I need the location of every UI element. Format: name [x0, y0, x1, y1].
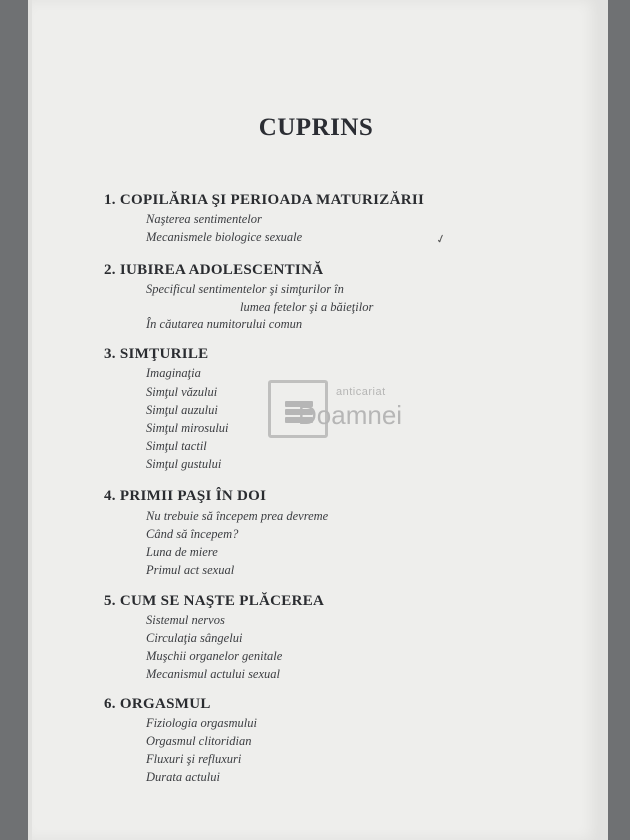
chapter-2-item-1: Specificul sentimentelor şi simţurilor în [146, 282, 344, 296]
chapter-4-item-4: Primul act sexual [146, 563, 235, 577]
chapter-6-item-2: Orgasmul clitoridian [146, 734, 252, 748]
chapter-5-item-4: Mecanismul actului sexual [146, 667, 280, 681]
watermark-logo [268, 380, 478, 450]
chapter-3-item-2: Simţul văzului [146, 385, 218, 399]
chapter-4-item-1: Nu trebuie să începem prea devreme [146, 509, 329, 523]
chapter-5-item-3: Muşchii organelor genitale [146, 649, 283, 663]
chapter-3-heading: 3. SIMŢURILE [104, 346, 209, 362]
chapter-5-item-1: Sistemul nervos [146, 613, 225, 627]
book-page [32, 0, 600, 840]
chapter-1-item-1: Naşterea sentimentelor [146, 212, 262, 226]
watermark-big-text: Doamnei [298, 400, 403, 430]
chapter-4-heading: 4. PRIMII PAŞI ÎN DOI [104, 488, 267, 504]
chapter-6-item-3: Fluxuri şi refluxuri [146, 752, 242, 766]
pencil-mark-icon: ✓ [434, 230, 448, 248]
chapter-3-item-6: Simţul gustului [146, 457, 222, 471]
chapter-6-heading: 6. ORGASMUL [104, 696, 211, 712]
chapter-4-item-3: Luna de miere [146, 545, 218, 559]
chapter-5-heading: 5. CUM SE NAŞTE PLĂCEREA [104, 593, 325, 609]
chapter-3-item-5: Simţul tactil [146, 439, 207, 453]
chapter-3-item-3: Simţul auzului [146, 403, 218, 417]
chapter-1-heading: 1. COPILĂRIA ŞI PERIOADA MATURIZĂRII [104, 192, 425, 208]
chapter-6-item-1: Fiziologia orgasmului [146, 716, 258, 730]
chapter-2-heading: 2. IUBIREA ADOLESCENTINĂ [104, 262, 324, 278]
chapter-3-item-1: Imaginaţia [146, 366, 201, 380]
chapter-6-item-4: Durata actului [146, 770, 220, 784]
chapter-3-item-4: Simţul mirosului [146, 421, 229, 435]
page-title: CUPRINS [258, 114, 374, 141]
chapter-4-item-2: Când să începem? [146, 527, 239, 541]
chapter-1-item-2: Mecanismele biologice sexuale [146, 230, 303, 244]
watermark-small-text: anticariat [336, 386, 386, 398]
chapter-2-item-3: În căutarea numitorului comun [146, 317, 303, 331]
chapter-5-item-2: Circulaţia sângelui [146, 631, 243, 645]
chapter-2-item-2: lumea fetelor şi a băieţilor [240, 300, 374, 314]
